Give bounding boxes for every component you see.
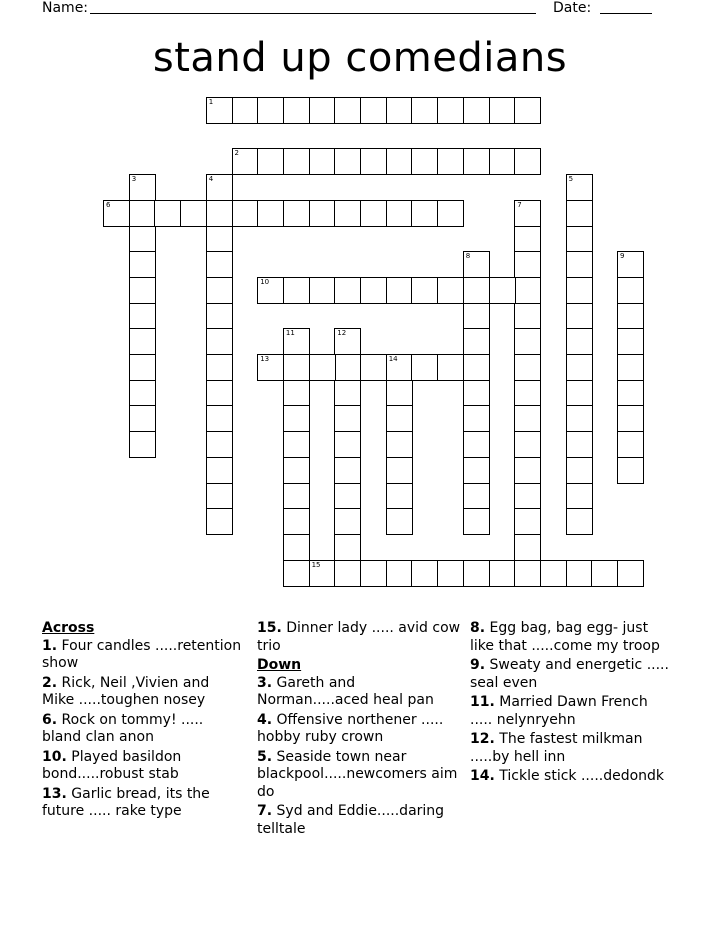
crossword-cell[interactable] — [566, 560, 593, 587]
crossword-cell[interactable] — [566, 380, 593, 407]
crossword-cell[interactable] — [617, 251, 644, 278]
clue-text: Four candles .....retention show — [42, 637, 242, 671]
clue-number: 8. — [470, 620, 486, 636]
clue-across-15 — [257, 620, 465, 655]
clue-across-6 — [42, 712, 242, 747]
crossword-cell[interactable] — [514, 328, 541, 355]
name-field[interactable] — [90, 13, 536, 14]
crossword-cell[interactable] — [489, 97, 516, 124]
crossword-cell[interactable] — [463, 483, 490, 510]
crossword-cell[interactable] — [309, 97, 336, 124]
crossword-cell[interactable] — [386, 457, 413, 484]
crossword-cell[interactable] — [129, 200, 156, 227]
crossword-cell[interactable] — [463, 431, 490, 458]
crossword-cell[interactable] — [411, 148, 438, 175]
cell-number: 4 — [208, 175, 214, 184]
crossword-cell[interactable] — [463, 277, 490, 304]
crossword-cell[interactable] — [283, 483, 310, 510]
crossword-cell[interactable] — [514, 380, 541, 407]
crossword-cell[interactable] — [129, 405, 156, 432]
crossword-cell[interactable] — [566, 508, 593, 535]
crossword-cell[interactable] — [566, 277, 593, 304]
cell-number: 2 — [234, 149, 239, 158]
crossword-cell[interactable] — [566, 431, 593, 458]
crossword-cell[interactable] — [360, 354, 387, 381]
crossword-cell[interactable] — [617, 328, 644, 355]
clue-text: Married Dawn French ..... nelynryehn — [470, 694, 648, 728]
crossword-cell[interactable] — [386, 200, 413, 227]
clue-number: 5. — [257, 748, 273, 765]
crossword-cell[interactable] — [283, 431, 310, 458]
clue-column-2 — [257, 620, 465, 840]
crossword-cell[interactable] — [437, 277, 464, 304]
clue-number: 4. — [257, 711, 273, 728]
crossword-cell[interactable] — [283, 97, 310, 124]
crossword-cell[interactable] — [514, 431, 541, 458]
across-heading: Across — [42, 620, 95, 636]
cell-number: 5 — [568, 175, 574, 184]
crossword-cell[interactable] — [334, 534, 361, 561]
crossword-cell[interactable] — [309, 148, 336, 175]
crossword-cell[interactable] — [232, 148, 259, 175]
crossword-cell[interactable] — [411, 97, 438, 124]
crossword-cell[interactable] — [566, 251, 593, 278]
clue-down-3 — [257, 675, 465, 710]
crossword-cell[interactable] — [206, 457, 233, 484]
crossword-cell[interactable] — [463, 97, 490, 124]
crossword-cell[interactable] — [514, 226, 541, 253]
crossword-cell[interactable] — [463, 303, 490, 330]
crossword-cell[interactable] — [232, 97, 259, 124]
crossword-cell[interactable] — [129, 303, 156, 330]
date-field[interactable] — [600, 13, 652, 14]
crossword-cell[interactable] — [514, 277, 541, 304]
crossword-cell[interactable] — [514, 251, 541, 278]
crossword-cell[interactable] — [386, 380, 413, 407]
crossword-cell[interactable] — [437, 354, 464, 381]
crossword-cell[interactable] — [283, 534, 310, 561]
crossword-cell[interactable] — [257, 277, 284, 304]
crossword-cell[interactable] — [463, 457, 490, 484]
clue-down-12 — [470, 731, 670, 766]
crossword-cell[interactable] — [206, 97, 233, 124]
cell-number: 6 — [106, 200, 111, 209]
crossword-cell[interactable] — [566, 303, 593, 330]
cell-number: 11 — [285, 329, 295, 338]
crossword-cell[interactable] — [463, 380, 490, 407]
crossword-cell[interactable] — [540, 560, 567, 587]
clue-text: Egg bag, bag egg- just like that .....come my troop — [470, 620, 660, 654]
crossword-cell[interactable] — [437, 200, 464, 227]
cell-number: 12 — [337, 329, 347, 338]
crossword-cell[interactable] — [617, 303, 644, 330]
clue-across-2 — [42, 675, 242, 710]
clue-text: Syd and Eddie.....daring telltale — [257, 803, 445, 837]
crossword-cell[interactable] — [566, 483, 593, 510]
crossword-cell[interactable] — [334, 277, 361, 304]
cell-number: 10 — [260, 277, 270, 286]
clue-text: Garlic bread, its the future ..... rake type — [42, 785, 210, 819]
crossword-cell[interactable] — [566, 226, 593, 253]
crossword-cell[interactable] — [489, 277, 516, 304]
clue-number: 13. — [42, 785, 67, 802]
crossword-cell[interactable] — [334, 431, 361, 458]
crossword-cell[interactable] — [617, 354, 644, 381]
clue-column-1 — [42, 620, 242, 823]
crossword-cell[interactable] — [154, 200, 181, 227]
crossword-cell[interactable] — [283, 508, 310, 535]
clue-number: 3. — [257, 674, 273, 691]
crossword-cell[interactable] — [283, 148, 310, 175]
crossword-cell[interactable] — [514, 148, 541, 175]
clue-number: 6. — [42, 711, 58, 728]
crossword-cell[interactable] — [283, 277, 310, 304]
crossword-cell[interactable] — [566, 354, 593, 381]
clue-text: Dinner lady ..... avid cow trio — [257, 620, 461, 654]
cell-number: 13 — [260, 355, 270, 363]
crossword-cell[interactable] — [334, 405, 361, 432]
crossword-cell[interactable] — [360, 277, 387, 304]
crossword-cell[interactable] — [206, 174, 233, 201]
crossword-cell[interactable] — [514, 560, 541, 587]
crossword-cell[interactable] — [514, 354, 541, 381]
crossword-cell[interactable] — [103, 200, 130, 227]
crossword-cell[interactable] — [206, 431, 233, 458]
clue-text: Sweaty and energetic ..... seal even — [470, 657, 669, 691]
clue-text: Gareth and Norman.....aced heal pan — [257, 674, 434, 708]
crossword-cell[interactable] — [514, 483, 541, 510]
crossword-cell[interactable] — [334, 457, 361, 484]
clue-across-1 — [42, 638, 242, 673]
crossword-cell[interactable] — [489, 560, 516, 587]
clue-text: The fastest milkman .....by hell inn — [470, 731, 643, 765]
crossword-cell[interactable] — [591, 560, 618, 587]
crossword-cell[interactable] — [463, 405, 490, 432]
crossword-cell[interactable] — [334, 354, 361, 381]
crossword-cell[interactable] — [566, 328, 593, 355]
crossword-cell[interactable] — [232, 200, 259, 227]
crossword-cell[interactable] — [283, 560, 310, 587]
crossword-cell[interactable] — [566, 174, 593, 201]
clue-number: 7. — [257, 803, 273, 819]
crossword-cell[interactable] — [617, 457, 644, 484]
crossword-cell[interactable] — [129, 251, 156, 278]
crossword-cell[interactable] — [334, 148, 361, 175]
clue-number: 1. — [42, 637, 58, 654]
crossword-cell[interactable] — [206, 354, 233, 381]
crossword-cell[interactable] — [566, 200, 593, 227]
crossword-cell[interactable] — [437, 560, 464, 587]
crossword-cell[interactable] — [283, 380, 310, 407]
crossword-cell[interactable] — [206, 508, 233, 535]
crossword-cell[interactable] — [386, 148, 413, 175]
crossword-cell[interactable] — [334, 560, 361, 587]
crossword-cell[interactable] — [206, 405, 233, 432]
date-label: Date: — [553, 0, 592, 16]
crossword-cell[interactable] — [206, 200, 233, 227]
cell-number: 3 — [131, 175, 137, 184]
crossword-cell[interactable] — [360, 200, 387, 227]
crossword-cell[interactable] — [514, 97, 541, 124]
crossword-cell[interactable] — [206, 380, 233, 407]
crossword-cell[interactable] — [514, 405, 541, 432]
cell-number: 1 — [208, 98, 214, 106]
clue-down-14 — [470, 768, 670, 786]
crossword-cell[interactable] — [360, 148, 387, 175]
crossword-cell[interactable] — [617, 380, 644, 407]
crossword-cell[interactable] — [334, 200, 361, 227]
crossword-cell[interactable] — [283, 405, 310, 432]
crossword-cell[interactable] — [129, 380, 156, 407]
crossword-cell[interactable] — [514, 534, 541, 561]
crossword-cell[interactable] — [411, 354, 438, 381]
clue-down-9 — [470, 657, 670, 692]
crossword-cell[interactable] — [514, 303, 541, 330]
crossword-cell[interactable] — [334, 97, 361, 124]
name-label: Name: — [42, 0, 89, 16]
crossword-cell[interactable] — [206, 277, 233, 304]
crossword-cell[interactable] — [206, 251, 233, 278]
crossword-cell[interactable] — [617, 277, 644, 304]
crossword-cell[interactable] — [514, 508, 541, 535]
crossword-cell[interactable] — [257, 354, 284, 381]
clue-text: Played basildon bond.....robust stab — [42, 748, 182, 782]
clue-across-10 — [42, 749, 242, 784]
crossword-cell[interactable] — [386, 405, 413, 432]
clue-text: Rock on tommy! ..... bland clan anon — [42, 711, 204, 745]
crossword-cell[interactable] — [514, 457, 541, 484]
crossword-cell[interactable] — [129, 174, 156, 201]
clue-number: 9. — [470, 657, 486, 673]
cell-number: 8 — [465, 252, 471, 261]
clue-text: Tickle stick .....dedondk — [499, 768, 665, 784]
down-heading: Down — [257, 657, 302, 673]
cell-number: 15 — [311, 560, 321, 569]
clue-across-13 — [42, 786, 242, 821]
crossword-cell[interactable] — [411, 560, 438, 587]
crossword-cell[interactable] — [386, 483, 413, 510]
crossword-cell[interactable] — [180, 200, 207, 227]
crossword-cell[interactable] — [386, 560, 413, 587]
crossword-cell[interactable] — [437, 97, 464, 124]
clue-number: 12. — [470, 731, 495, 747]
crossword-cell[interactable] — [617, 560, 644, 587]
crossword-cell[interactable] — [463, 560, 490, 587]
crossword-cell[interactable] — [437, 148, 464, 175]
clue-column-3 — [470, 620, 670, 788]
crossword-cell[interactable] — [334, 328, 361, 355]
crossword-cell[interactable] — [386, 277, 413, 304]
crossword-cell[interactable] — [206, 226, 233, 253]
crossword-cell[interactable] — [411, 277, 438, 304]
crossword-cell[interactable] — [386, 354, 413, 381]
crossword-cell[interactable] — [309, 560, 336, 587]
crossword-cell[interactable] — [257, 97, 284, 124]
crossword-cell[interactable] — [489, 148, 516, 175]
crossword-cell[interactable] — [386, 97, 413, 124]
crossword-cell[interactable] — [206, 483, 233, 510]
crossword-cell[interactable] — [334, 380, 361, 407]
crossword-cell[interactable] — [360, 560, 387, 587]
clue-down-8 — [470, 620, 670, 655]
clue-number: 15. — [257, 620, 282, 636]
crossword-cell[interactable] — [617, 405, 644, 432]
crossword-cell[interactable] — [617, 431, 644, 458]
clue-down-11 — [470, 694, 670, 729]
crossword-cell[interactable] — [463, 251, 490, 278]
clue-text: Offensive northener ..... hobby ruby crown — [257, 711, 444, 745]
crossword-cell[interactable] — [566, 405, 593, 432]
page-title: stand up comedians — [152, 35, 568, 81]
crossword-cell[interactable] — [206, 303, 233, 330]
cell-number: 14 — [388, 355, 398, 363]
cell-number: 9 — [620, 252, 625, 261]
crossword-cell[interactable] — [360, 97, 387, 124]
crossword-cell[interactable] — [283, 457, 310, 484]
crossword-cell[interactable] — [463, 328, 490, 355]
crossword-cell[interactable] — [283, 354, 310, 381]
crossword-cell[interactable] — [129, 277, 156, 304]
crossword-cell[interactable] — [206, 328, 233, 355]
crossword-cell[interactable] — [129, 354, 156, 381]
crossword-cell[interactable] — [257, 148, 284, 175]
clue-number: 10. — [42, 748, 67, 765]
crossword-cell[interactable] — [514, 200, 541, 227]
crossword-cell[interactable] — [309, 354, 336, 381]
cell-number: 7 — [517, 200, 522, 209]
crossword-cell[interactable] — [334, 508, 361, 535]
crossword-cell[interactable] — [463, 354, 490, 381]
clue-number: 2. — [42, 674, 58, 691]
clue-text: Seaside town near blackpool.....newcomers aim do — [257, 748, 458, 800]
crossword-cell[interactable] — [386, 431, 413, 458]
crossword-cell[interactable] — [129, 328, 156, 355]
clue-number: 11. — [470, 694, 495, 710]
crossword-cell[interactable] — [129, 431, 156, 458]
clue-text: Rick, Neil ,Vivien and Mike .....toughen nosey — [42, 674, 210, 708]
crossword-cell[interactable] — [257, 200, 284, 227]
clue-down-7 — [257, 803, 465, 838]
crossword-cell[interactable] — [411, 200, 438, 227]
crossword-cell[interactable] — [283, 328, 310, 355]
clue-number: 14. — [470, 768, 495, 784]
crossword-cell[interactable] — [386, 508, 413, 535]
crossword-cell[interactable] — [463, 508, 490, 535]
crossword-cell[interactable] — [129, 226, 156, 253]
crossword-cell[interactable] — [283, 200, 310, 227]
crossword-cell[interactable] — [309, 277, 336, 304]
clue-down-5 — [257, 749, 465, 802]
crossword-cell[interactable] — [566, 457, 593, 484]
crossword-cell[interactable] — [463, 148, 490, 175]
crossword-cell[interactable] — [334, 483, 361, 510]
crossword-cell[interactable] — [309, 200, 336, 227]
clue-down-4 — [257, 712, 465, 747]
